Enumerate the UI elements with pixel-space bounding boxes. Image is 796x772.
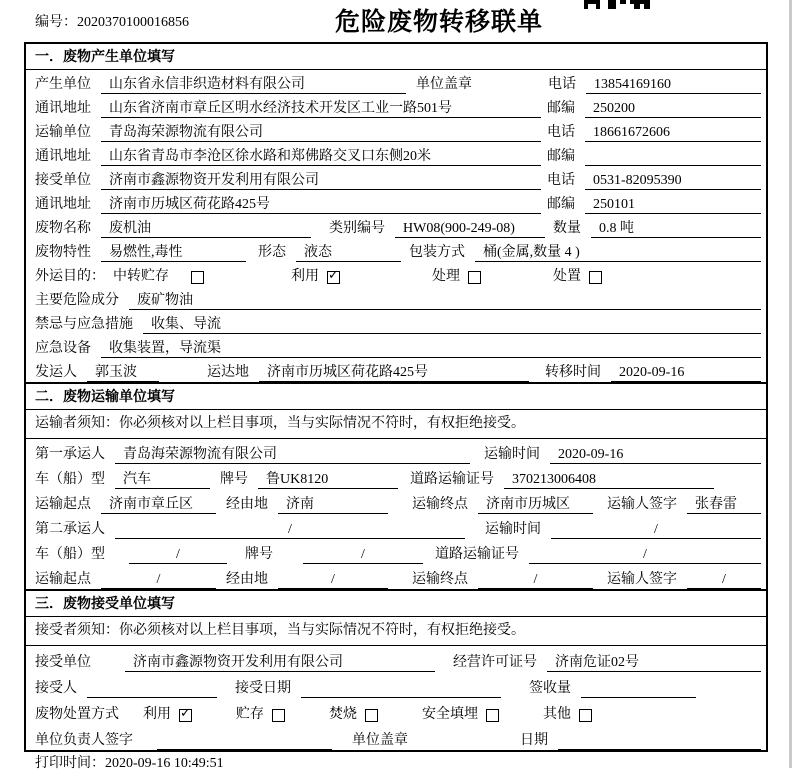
qr-block (644, 4, 650, 9)
hazard-component-value: 废矿物油 (129, 292, 761, 310)
transporter-name-value: 青岛海荣源物流有限公司 (101, 124, 541, 142)
carrier1-time-value: 2020-09-16 (550, 446, 761, 464)
field-label: 通讯地址 (35, 149, 91, 164)
option-label: 焚烧 (329, 707, 357, 722)
vehicle2-type-value: / (129, 546, 227, 564)
checkbox-store (272, 709, 285, 722)
sign-label: 运输人签字 (607, 572, 677, 587)
table-row (26, 94, 766, 118)
field-label: 禁忌与应急措施 (35, 317, 133, 332)
carrier2-time-value: / (551, 521, 761, 539)
route2-end-value: / (478, 571, 593, 589)
route1-start-value: 济南市章丘区 (101, 496, 216, 514)
print-time-line (35, 752, 224, 772)
table-row (26, 142, 766, 166)
checkbox-landfill (486, 709, 499, 722)
page-edge-line (789, 0, 792, 768)
qr-block (596, 4, 600, 9)
field-label: 运输起点 (35, 572, 91, 587)
checkbox-incinerate (365, 709, 378, 722)
table-row (26, 646, 766, 672)
table-row (26, 514, 766, 539)
producer-phone-value: 13854169160 (586, 76, 761, 94)
page-title: 危险废物转移联单 (335, 8, 544, 36)
waste-form-value: 液态 (296, 244, 401, 262)
end-label: 运输终点 (412, 572, 468, 587)
table-row (26, 672, 766, 698)
via-label: 经由地 (226, 572, 268, 587)
serial-number-line (35, 11, 189, 31)
field-label: 车（船）型 (35, 472, 105, 487)
acceptor-name-value (87, 680, 217, 698)
table-row (26, 564, 766, 589)
transporter-phone-value: 18661672606 (585, 124, 761, 142)
field-label: 外运目的： (35, 269, 105, 284)
section-transporter (26, 382, 766, 589)
vehicle1-plate-value: 鲁UK8120 (258, 471, 398, 489)
checkbox-other (579, 709, 592, 722)
field-label: 接受人 (35, 681, 77, 696)
producer-name-value: 山东省永信非织造材料有限公司 (101, 76, 406, 94)
section2-title: 二．废物运输单位填写 (26, 382, 766, 410)
table-row (26, 358, 766, 382)
plate-label: 牌号 (220, 472, 248, 487)
table-row (26, 238, 766, 262)
accept-date-value (301, 680, 501, 698)
option-label: 贮存 (236, 707, 264, 722)
field-label: 第二承运人 (35, 522, 105, 537)
via-label: 经由地 (226, 497, 268, 512)
table-row (26, 489, 766, 514)
print-time-label: 打印时间： (35, 756, 105, 771)
form-label: 形态 (258, 245, 286, 260)
option-label: 处置 (553, 269, 581, 284)
received-quantity-value (581, 680, 696, 698)
producer-address-value: 山东省济南市章丘区明水经济技术开发区工业一路501号 (101, 100, 541, 118)
section-producer (26, 44, 766, 382)
table-row (26, 539, 766, 564)
transport-time-label: 运输时间 (485, 522, 541, 537)
route1-via-value: 济南 (278, 496, 388, 514)
zip-label: 邮编 (547, 101, 575, 116)
qr-block (608, 0, 616, 9)
table-row (26, 439, 766, 464)
packing-label: 包装方式 (409, 245, 465, 260)
section1-title: 一．废物产生单位填写 (26, 44, 766, 70)
emergency-equipment-value: 收集装置，导流渠 (101, 340, 761, 358)
section-receiver (26, 589, 766, 750)
accept-date-label: 接受日期 (235, 681, 291, 696)
road-license-label: 道路运输证号 (410, 472, 494, 487)
field-label: 运输单位 (35, 125, 91, 140)
route1-end-value: 济南市历城区 (478, 496, 593, 514)
signature-date-value (558, 732, 761, 750)
vehicle1-type-value: 汽车 (115, 471, 210, 489)
table-row (26, 310, 766, 334)
vehicle1-license-value: 370213006408 (504, 471, 714, 489)
vehicle2-license-value: / (529, 546, 761, 564)
carrier1-name-value: 青岛海荣源物流有限公司 (115, 446, 470, 464)
transporter-notice: 运输者须知：你必须核对以上栏目事项，当与实际情况不符时，有权拒绝接受。 (26, 410, 766, 439)
table-row (26, 214, 766, 238)
checkbox-treat (468, 271, 481, 284)
date-label: 日期 (520, 733, 548, 748)
table-row-purpose (26, 262, 766, 286)
business-license-label: 经营许可证号 (453, 655, 537, 670)
table-row (26, 118, 766, 142)
field-label: 第一承运人 (35, 447, 105, 462)
waste-property-value: 易燃性,毒性 (101, 244, 246, 262)
field-label: 发运人 (35, 365, 77, 380)
transfer-time-label: 转移时间 (545, 365, 601, 380)
field-label: 接受单位 (35, 655, 91, 670)
transport-time-label: 运输时间 (484, 447, 540, 462)
category-label: 类别编号 (329, 221, 385, 236)
field-label: 废物名称 (35, 221, 91, 236)
waste-packing-value: 桶(金属,数量 4 ) (475, 244, 761, 262)
route2-start-value: / (101, 571, 216, 589)
waste-name-value: 废机油 (101, 220, 311, 238)
phone-label: 电话 (547, 125, 575, 140)
checkbox-dispose (589, 271, 602, 284)
field-label: 通讯地址 (35, 197, 91, 212)
option-label: 安全填埋 (422, 707, 478, 722)
option-label: 其他 (543, 707, 571, 722)
quantity-label: 数量 (553, 221, 581, 236)
checkbox-utilize (327, 271, 340, 284)
table-row (26, 724, 766, 750)
print-time-value: 2020-09-16 10:49:51 (105, 756, 224, 771)
receiver-name-value: 济南市鑫源物资开发利用有限公司 (101, 172, 541, 190)
option-label: 处理 (432, 269, 460, 284)
responsible-signature-value (157, 732, 332, 750)
receiver-notice: 接受者须知：你必须核对以上栏目事项，当与实际情况不符时，有权拒绝接受。 (26, 617, 766, 646)
receiver-address-value: 济南市历城区荷花路425号 (101, 196, 541, 214)
table-row (26, 166, 766, 190)
section3-title: 三．废物接受单位填写 (26, 589, 766, 617)
transfer-time-value: 2020-09-16 (611, 364, 761, 382)
received-quantity-label: 签收量 (529, 681, 571, 696)
transfer-manifest-form (24, 42, 768, 752)
checkbox-transfer-storage (191, 271, 204, 284)
seal-label: 单位盖章 (416, 77, 472, 92)
transporter-zip-value (585, 148, 761, 166)
carrier2-name-value: / (115, 521, 465, 539)
serial-value: 2020370100016856 (77, 15, 189, 30)
field-label: 主要危险成分 (35, 293, 119, 308)
waste-category-value: HW08(900-249-08) (395, 220, 545, 238)
table-row (26, 70, 766, 94)
zip-label: 邮编 (547, 149, 575, 164)
route2-sign-value: / (687, 571, 761, 589)
table-row (26, 190, 766, 214)
qr-code-fragment (584, 0, 652, 10)
receiver-zip-value: 250101 (585, 196, 761, 214)
checkbox-utilize (179, 709, 192, 722)
field-label: 产生单位 (35, 77, 91, 92)
receiver-unit-value: 济南市鑫源物资开发利用有限公司 (125, 654, 435, 672)
route1-sign-value: 张春雷 (687, 496, 761, 514)
emergency-measures-value: 收集、导流 (143, 316, 761, 334)
field-label: 接受单位 (35, 173, 91, 188)
qr-block (620, 0, 626, 4)
field-label: 应急设备 (35, 341, 91, 356)
route2-via-value: / (278, 571, 388, 589)
end-label: 运输终点 (412, 497, 468, 512)
phone-label: 电话 (547, 173, 575, 188)
phone-label: 电话 (548, 77, 576, 92)
shipper-name-value: 郭玉波 (87, 364, 159, 382)
receiver-license-value: 济南危证02号 (547, 654, 761, 672)
field-label: 车（船）型 (35, 547, 105, 562)
qr-block (584, 4, 588, 9)
qr-block (634, 4, 640, 9)
destination-value: 济南市历城区荷花路425号 (259, 364, 529, 382)
plate-label: 牌号 (245, 547, 273, 562)
road-license-label: 道路运输证号 (435, 547, 519, 562)
table-row-disposal (26, 698, 766, 724)
option-label: 利用 (291, 269, 319, 284)
vehicle2-plate-value: / (303, 546, 423, 564)
transporter-address-value: 山东省青岛市李沧区徐水路和郑佛路交叉口东侧20米 (101, 148, 541, 166)
producer-zip-value: 250200 (585, 100, 761, 118)
field-label: 废物处置方式 (35, 707, 119, 722)
sign-label: 运输人签字 (607, 497, 677, 512)
option-label: 中转贮存 (113, 269, 169, 284)
serial-label: 编号： (35, 15, 77, 30)
table-row (26, 286, 766, 310)
field-label: 运输起点 (35, 497, 91, 512)
option-label: 利用 (143, 707, 171, 722)
waste-quantity-value: 0.8 吨 (591, 220, 761, 238)
field-label: 单位负责人签字 (35, 733, 133, 748)
seal-label: 单位盖章 (352, 733, 408, 748)
field-label: 通讯地址 (35, 101, 91, 116)
destination-label: 运达地 (207, 365, 249, 380)
table-row (26, 334, 766, 358)
zip-label: 邮编 (547, 197, 575, 212)
receiver-phone-value: 0531-82095390 (585, 172, 761, 190)
table-row (26, 464, 766, 489)
field-label: 废物特性 (35, 245, 91, 260)
